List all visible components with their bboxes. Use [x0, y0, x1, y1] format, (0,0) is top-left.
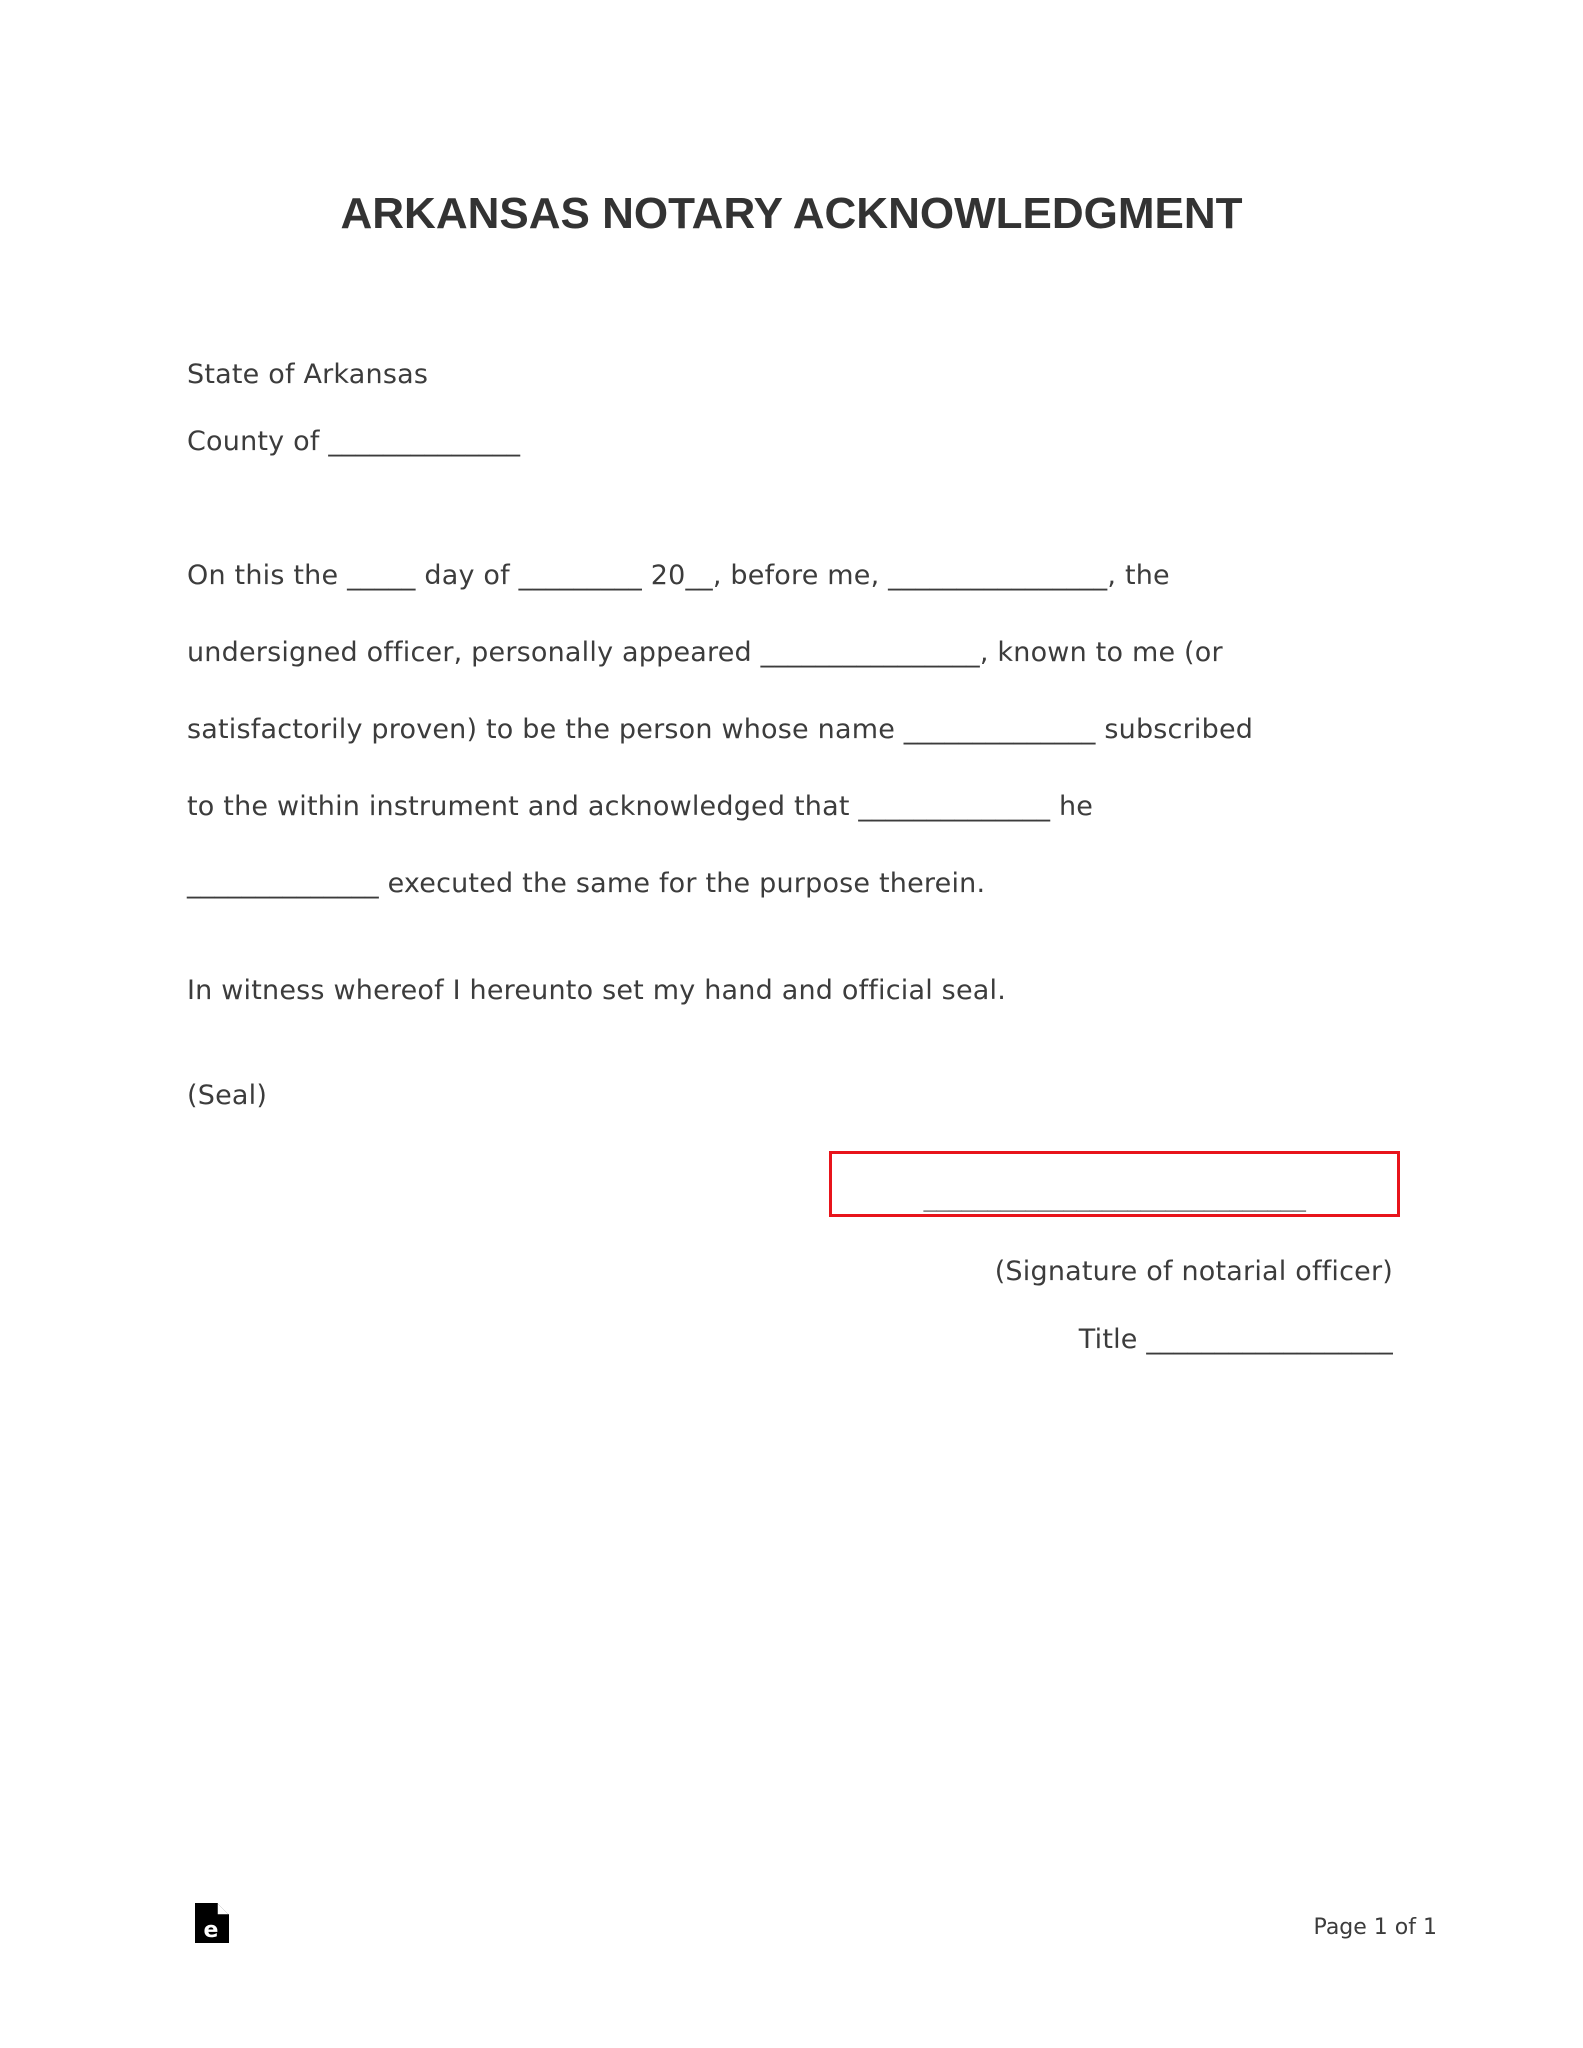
document-title: ARKANSAS NOTARY ACKNOWLEDGMENT [340, 189, 1243, 238]
acknowledgment-line-1: On this the _____ day of _________ 20__, before me, ________________, the [187, 560, 1170, 591]
witness-line: In witness whereof I hereunto set my hand and official seal. [187, 975, 1006, 1006]
title-line: Title __________________ [1078, 1324, 1393, 1355]
signature-line: ______________________________ [923, 1188, 1306, 1212]
county-line: County of ______________ [187, 426, 521, 457]
signature-label: (Signature of notarial officer) [994, 1256, 1393, 1287]
page-number: Page 1 of 1 [1313, 1915, 1437, 1940]
acknowledgment-line-3: satisfactorily proven) to be the person whose name ______________ subscribed [187, 714, 1254, 745]
seal-label: (Seal) [187, 1080, 268, 1111]
acknowledgment-line-5: ______________ executed the same for the purpose therein. [187, 868, 986, 899]
state-line: State of Arkansas [187, 359, 429, 390]
acknowledgment-line-4: to the within instrument and acknowledged that ______________ he [187, 791, 1094, 822]
signature-field[interactable] [829, 1151, 1400, 1217]
acknowledgment-line-2: undersigned officer, personally appeared ________________, known to me (or [187, 637, 1223, 668]
esign-document-icon [195, 1903, 229, 1943]
svg-text:e: e [203, 1918, 219, 1943]
